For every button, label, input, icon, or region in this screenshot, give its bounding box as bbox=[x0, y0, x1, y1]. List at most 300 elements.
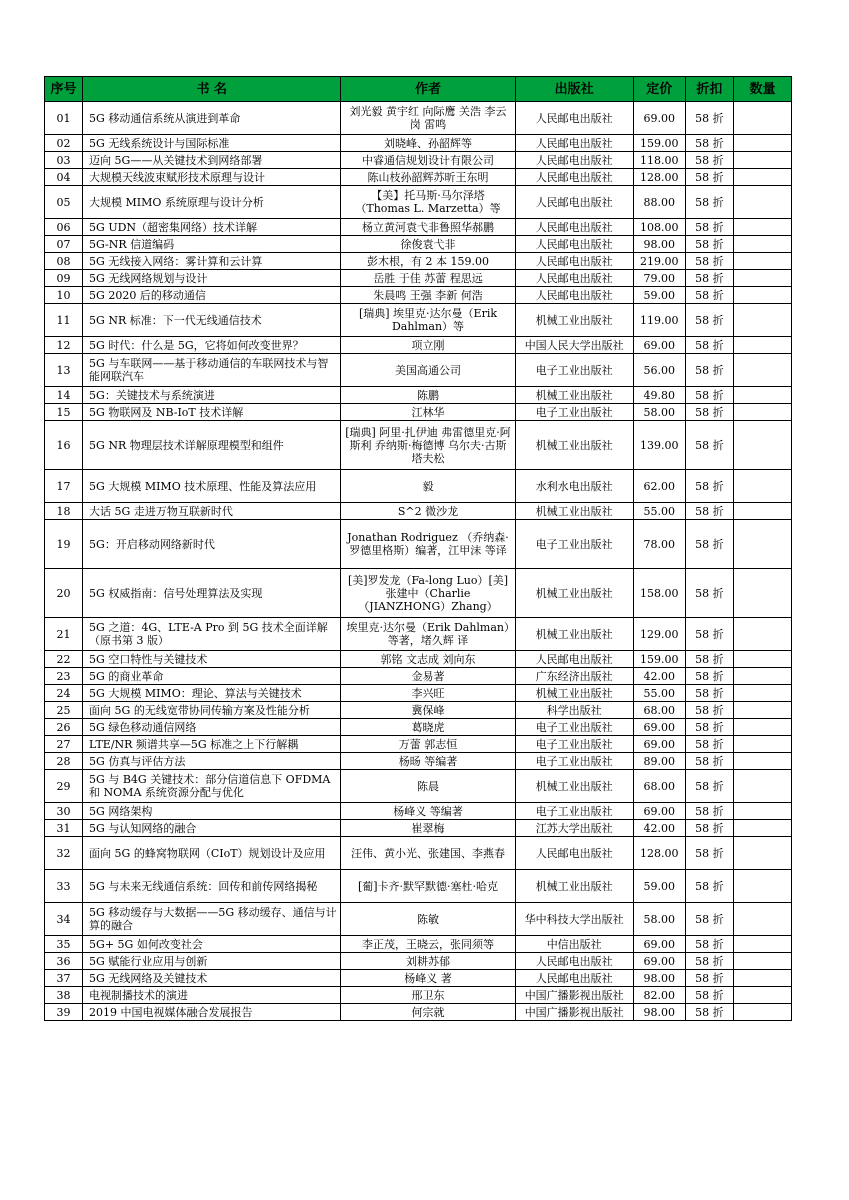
cell-title: 5G 时代：什么是 5G，它将如何改变世界？ bbox=[83, 337, 341, 354]
cell-discount: 58 折 bbox=[685, 287, 733, 304]
cell-discount: 58 折 bbox=[685, 987, 733, 1004]
cell-publisher: 中国广播影视出版社 bbox=[515, 1004, 633, 1021]
cell-author: [葡]卡齐·默罕默德·塞杜·哈克 bbox=[341, 870, 515, 903]
cell-price: 69.00 bbox=[633, 953, 685, 970]
cell-author: 杨立黄河袁弋非鲁照华郝鹏 bbox=[341, 219, 515, 236]
cell-publisher: 电子工业出版社 bbox=[515, 354, 633, 387]
cell-author: 陈鹏 bbox=[341, 387, 515, 404]
cell-quantity[interactable] bbox=[733, 953, 791, 970]
cell-author: 杨旸 等编著 bbox=[341, 753, 515, 770]
cell-price: 98.00 bbox=[633, 1004, 685, 1021]
cell-title: 5G 绿色移动通信网络 bbox=[83, 719, 341, 736]
cell-discount: 58 折 bbox=[685, 337, 733, 354]
cell-title: 5G 权威指南：信号处理算法及实现 bbox=[83, 569, 341, 618]
cell-no: 12 bbox=[45, 337, 83, 354]
cell-discount: 58 折 bbox=[685, 736, 733, 753]
table-row bbox=[45, 903, 792, 936]
header-no: 序号 bbox=[45, 77, 83, 102]
cell-quantity[interactable] bbox=[733, 970, 791, 987]
cell-price: 68.00 bbox=[633, 770, 685, 803]
header-price: 定价 bbox=[633, 77, 685, 102]
cell-author: 中睿通信规划设计有限公司 bbox=[341, 152, 515, 169]
cell-author: 江林华 bbox=[341, 404, 515, 421]
cell-quantity[interactable] bbox=[733, 102, 791, 135]
cell-price: 58.00 bbox=[633, 404, 685, 421]
cell-publisher: 人民邮电出版社 bbox=[515, 135, 633, 152]
table-row bbox=[45, 152, 792, 169]
cell-discount: 58 折 bbox=[685, 719, 733, 736]
cell-price: 78.00 bbox=[633, 520, 685, 569]
cell-discount: 58 折 bbox=[685, 152, 733, 169]
cell-discount: 58 折 bbox=[685, 253, 733, 270]
table-row bbox=[45, 270, 792, 287]
table-row bbox=[45, 618, 792, 651]
cell-quantity[interactable] bbox=[733, 668, 791, 685]
cell-price: 89.00 bbox=[633, 753, 685, 770]
cell-quantity[interactable] bbox=[733, 736, 791, 753]
cell-title: 5G UDN（超密集网络）技术详解 bbox=[83, 219, 341, 236]
cell-no: 21 bbox=[45, 618, 83, 651]
cell-discount: 58 折 bbox=[685, 169, 733, 186]
book-list-sheet bbox=[44, 76, 792, 1021]
cell-discount: 58 折 bbox=[685, 1004, 733, 1021]
cell-no: 08 bbox=[45, 253, 83, 270]
cell-title: 5G-NR 信道编码 bbox=[83, 236, 341, 253]
cell-quantity[interactable] bbox=[733, 152, 791, 169]
cell-no: 26 bbox=[45, 719, 83, 736]
table-row bbox=[45, 870, 792, 903]
cell-title: 2019 中国电视媒体融合发展报告 bbox=[83, 1004, 341, 1021]
cell-quantity[interactable] bbox=[733, 903, 791, 936]
cell-discount: 58 折 bbox=[685, 569, 733, 618]
cell-quantity[interactable] bbox=[733, 1004, 791, 1021]
cell-price: 128.00 bbox=[633, 837, 685, 870]
cell-author: 冀保峰 bbox=[341, 702, 515, 719]
cell-author: 彭木根，有 2 本 159.00 bbox=[341, 253, 515, 270]
cell-price: 159.00 bbox=[633, 651, 685, 668]
cell-title: 5G 无线接入网络：雾计算和云计算 bbox=[83, 253, 341, 270]
cell-discount: 58 折 bbox=[685, 753, 733, 770]
table-row bbox=[45, 186, 792, 219]
cell-quantity[interactable] bbox=[733, 135, 791, 152]
table-row bbox=[45, 421, 792, 470]
cell-discount: 58 折 bbox=[685, 685, 733, 702]
cell-author: 刘光毅 黄宇红 向际鹰 关浩 李云岗 雷鸣 bbox=[341, 102, 515, 135]
cell-quantity[interactable] bbox=[733, 470, 791, 503]
cell-publisher: 机械工业出版社 bbox=[515, 770, 633, 803]
cell-title: 电视制播技术的演进 bbox=[83, 987, 341, 1004]
cell-title: 5G 赋能行业应用与创新 bbox=[83, 953, 341, 970]
cell-publisher: 电子工业出版社 bbox=[515, 520, 633, 569]
cell-discount: 58 折 bbox=[685, 820, 733, 837]
cell-price: 98.00 bbox=[633, 970, 685, 987]
cell-publisher: 人民邮电出版社 bbox=[515, 270, 633, 287]
cell-price: 79.00 bbox=[633, 270, 685, 287]
cell-author: 邢卫东 bbox=[341, 987, 515, 1004]
cell-price: 129.00 bbox=[633, 618, 685, 651]
cell-publisher: 华中科技大学出版社 bbox=[515, 903, 633, 936]
cell-no: 22 bbox=[45, 651, 83, 668]
cell-publisher: 机械工业出版社 bbox=[515, 503, 633, 520]
cell-quantity[interactable] bbox=[733, 820, 791, 837]
cell-no: 03 bbox=[45, 152, 83, 169]
cell-no: 38 bbox=[45, 987, 83, 1004]
cell-discount: 58 折 bbox=[685, 354, 733, 387]
table-row bbox=[45, 503, 792, 520]
cell-no: 39 bbox=[45, 1004, 83, 1021]
cell-publisher: 人民邮电出版社 bbox=[515, 152, 633, 169]
cell-no: 13 bbox=[45, 354, 83, 387]
cell-discount: 58 折 bbox=[685, 668, 733, 685]
table-row bbox=[45, 651, 792, 668]
cell-quantity[interactable] bbox=[733, 186, 791, 219]
cell-publisher: 人民邮电出版社 bbox=[515, 837, 633, 870]
cell-publisher: 广东经济出版社 bbox=[515, 668, 633, 685]
cell-discount: 58 折 bbox=[685, 186, 733, 219]
cell-publisher: 人民邮电出版社 bbox=[515, 102, 633, 135]
cell-publisher: 人民邮电出版社 bbox=[515, 953, 633, 970]
cell-title: 5G 无线网络及关键技术 bbox=[83, 970, 341, 987]
table-row bbox=[45, 1004, 792, 1021]
cell-discount: 58 折 bbox=[685, 936, 733, 953]
cell-quantity[interactable] bbox=[733, 404, 791, 421]
cell-title: 5G 无线网络规划与设计 bbox=[83, 270, 341, 287]
cell-no: 17 bbox=[45, 470, 83, 503]
cell-discount: 58 折 bbox=[685, 770, 733, 803]
cell-discount: 58 折 bbox=[685, 970, 733, 987]
table-row bbox=[45, 135, 792, 152]
cell-discount: 58 折 bbox=[685, 236, 733, 253]
cell-price: 69.00 bbox=[633, 936, 685, 953]
cell-no: 34 bbox=[45, 903, 83, 936]
cell-no: 01 bbox=[45, 102, 83, 135]
cell-publisher: 机械工业出版社 bbox=[515, 685, 633, 702]
cell-publisher: 机械工业出版社 bbox=[515, 387, 633, 404]
cell-title: 大规模天线波束赋形技术原理与设计 bbox=[83, 169, 341, 186]
cell-title: 5G 网络架构 bbox=[83, 803, 341, 820]
cell-author: 李兴旺 bbox=[341, 685, 515, 702]
cell-no: 37 bbox=[45, 970, 83, 987]
cell-author: S^2 微沙龙 bbox=[341, 503, 515, 520]
header-discount: 折扣 bbox=[685, 77, 733, 102]
cell-quantity[interactable] bbox=[733, 337, 791, 354]
cell-no: 24 bbox=[45, 685, 83, 702]
cell-publisher: 电子工业出版社 bbox=[515, 736, 633, 753]
header-author: 作者 bbox=[341, 77, 515, 102]
cell-no: 33 bbox=[45, 870, 83, 903]
cell-no: 04 bbox=[45, 169, 83, 186]
cell-no: 28 bbox=[45, 753, 83, 770]
cell-price: 159.00 bbox=[633, 135, 685, 152]
table-row bbox=[45, 820, 792, 837]
cell-discount: 58 折 bbox=[685, 102, 733, 135]
cell-author: 陈晨 bbox=[341, 770, 515, 803]
table-row bbox=[45, 987, 792, 1004]
cell-no: 16 bbox=[45, 421, 83, 470]
cell-publisher: 中国广播影视出版社 bbox=[515, 987, 633, 1004]
cell-price: 62.00 bbox=[633, 470, 685, 503]
cell-quantity[interactable] bbox=[733, 304, 791, 337]
cell-author: 郭铭 文志成 刘向东 bbox=[341, 651, 515, 668]
cell-title: 5G 与未来无线通信系统：回传和前传网络揭秘 bbox=[83, 870, 341, 903]
table-row bbox=[45, 287, 792, 304]
cell-title: 5G 与车联网——基于移动通信的车联网技术与智能网联汽车 bbox=[83, 354, 341, 387]
cell-no: 09 bbox=[45, 270, 83, 287]
cell-quantity[interactable] bbox=[733, 387, 791, 404]
cell-discount: 58 折 bbox=[685, 270, 733, 287]
cell-price: 108.00 bbox=[633, 219, 685, 236]
cell-price: 56.00 bbox=[633, 354, 685, 387]
cell-author: 杨峰义 著 bbox=[341, 970, 515, 987]
cell-no: 32 bbox=[45, 837, 83, 870]
cell-no: 15 bbox=[45, 404, 83, 421]
cell-publisher: 江苏大学出版社 bbox=[515, 820, 633, 837]
table-row bbox=[45, 304, 792, 337]
cell-quantity[interactable] bbox=[733, 287, 791, 304]
cell-quantity[interactable] bbox=[733, 618, 791, 651]
cell-no: 11 bbox=[45, 304, 83, 337]
cell-no: 25 bbox=[45, 702, 83, 719]
cell-author: 陈山枝孙韶辉苏昕王东明 bbox=[341, 169, 515, 186]
cell-discount: 58 折 bbox=[685, 135, 733, 152]
cell-quantity[interactable] bbox=[733, 270, 791, 287]
cell-title: 5G NR 物理层技术详解原理模型和组件 bbox=[83, 421, 341, 470]
cell-quantity[interactable] bbox=[733, 837, 791, 870]
cell-title: 5G 与认知网络的融合 bbox=[83, 820, 341, 837]
cell-price: 49.80 bbox=[633, 387, 685, 404]
cell-discount: 58 折 bbox=[685, 470, 733, 503]
cell-author: 岳胜 于佳 苏蕾 程思远 bbox=[341, 270, 515, 287]
cell-publisher: 机械工业出版社 bbox=[515, 421, 633, 470]
cell-quantity[interactable] bbox=[733, 936, 791, 953]
table-row bbox=[45, 803, 792, 820]
table-row bbox=[45, 337, 792, 354]
cell-price: 69.00 bbox=[633, 102, 685, 135]
cell-title: 5G 无线系统设计与国际标准 bbox=[83, 135, 341, 152]
cell-discount: 58 折 bbox=[685, 702, 733, 719]
cell-price: 42.00 bbox=[633, 820, 685, 837]
cell-publisher: 人民邮电出版社 bbox=[515, 186, 633, 219]
cell-title: 5G 物联网及 NB-IoT 技术详解 bbox=[83, 404, 341, 421]
cell-publisher: 人民邮电出版社 bbox=[515, 970, 633, 987]
cell-author: 陈敏 bbox=[341, 903, 515, 936]
cell-publisher: 机械工业出版社 bbox=[515, 569, 633, 618]
cell-quantity[interactable] bbox=[733, 702, 791, 719]
table-row bbox=[45, 936, 792, 953]
table-row bbox=[45, 520, 792, 569]
table-row bbox=[45, 102, 792, 135]
cell-author: 刘耕苏郁 bbox=[341, 953, 515, 970]
cell-quantity[interactable] bbox=[733, 219, 791, 236]
cell-title: 5G 的商业革命 bbox=[83, 668, 341, 685]
table-row bbox=[45, 719, 792, 736]
cell-title: 5G 之道：4G、LTE-A Pro 到 5G 技术全面详解（原书第 3 版） bbox=[83, 618, 341, 651]
cell-price: 88.00 bbox=[633, 186, 685, 219]
cell-discount: 58 折 bbox=[685, 304, 733, 337]
cell-quantity[interactable] bbox=[733, 169, 791, 186]
cell-title: 5G 与 B4G 关键技术：部分信道信息下 OFDMA 和 NOMA 系统资源分配与优化 bbox=[83, 770, 341, 803]
cell-discount: 58 折 bbox=[685, 953, 733, 970]
cell-discount: 58 折 bbox=[685, 618, 733, 651]
cell-author: 何宗就 bbox=[341, 1004, 515, 1021]
cell-author: Jonathan Rodriguez （乔纳森·罗德里格斯）编著，江甲沫 等译 bbox=[341, 520, 515, 569]
cell-publisher: 科学出版社 bbox=[515, 702, 633, 719]
cell-discount: 58 折 bbox=[685, 651, 733, 668]
table-row bbox=[45, 685, 792, 702]
table-row bbox=[45, 569, 792, 618]
cell-title: LTE/NR 频谱共享—5G 标准之上下行解耦 bbox=[83, 736, 341, 753]
cell-author: 毅 bbox=[341, 470, 515, 503]
cell-discount: 58 折 bbox=[685, 387, 733, 404]
cell-price: 58.00 bbox=[633, 903, 685, 936]
cell-no: 02 bbox=[45, 135, 83, 152]
cell-author: [瑞典] 埃里克·达尔曼（Erik Dahlman）等 bbox=[341, 304, 515, 337]
cell-discount: 58 折 bbox=[685, 503, 733, 520]
cell-price: 118.00 bbox=[633, 152, 685, 169]
cell-author: 项立刚 bbox=[341, 337, 515, 354]
cell-title: 5G+ 5G 如何改变社会 bbox=[83, 936, 341, 953]
cell-title: 5G 仿真与评估方法 bbox=[83, 753, 341, 770]
cell-price: 98.00 bbox=[633, 236, 685, 253]
table-row bbox=[45, 219, 792, 236]
cell-author: [美]罗发龙（Fa-long Luo）[美]张建中（Charlie（JIANZHONG）Zhang） bbox=[341, 569, 515, 618]
cell-author: 徐俊袁弋非 bbox=[341, 236, 515, 253]
cell-no: 07 bbox=[45, 236, 83, 253]
cell-title: 面向 5G 的蜂窝物联网（CIoT）规划设计及应用 bbox=[83, 837, 341, 870]
cell-publisher: 电子工业出版社 bbox=[515, 404, 633, 421]
cell-no: 30 bbox=[45, 803, 83, 820]
cell-quantity[interactable] bbox=[733, 236, 791, 253]
cell-publisher: 水利水电出版社 bbox=[515, 470, 633, 503]
cell-quantity[interactable] bbox=[733, 685, 791, 702]
cell-no: 19 bbox=[45, 520, 83, 569]
table-row bbox=[45, 770, 792, 803]
cell-quantity[interactable] bbox=[733, 803, 791, 820]
cell-quantity[interactable] bbox=[733, 770, 791, 803]
cell-publisher: 电子工业出版社 bbox=[515, 803, 633, 820]
cell-price: 82.00 bbox=[633, 987, 685, 1004]
table-row bbox=[45, 404, 792, 421]
cell-publisher: 人民邮电出版社 bbox=[515, 253, 633, 270]
cell-title: 5G 2020 后的移动通信 bbox=[83, 287, 341, 304]
table-row bbox=[45, 837, 792, 870]
table-row bbox=[45, 236, 792, 253]
cell-price: 158.00 bbox=[633, 569, 685, 618]
cell-publisher: 人民邮电出版社 bbox=[515, 651, 633, 668]
header-publisher: 出版社 bbox=[515, 77, 633, 102]
cell-discount: 58 折 bbox=[685, 404, 733, 421]
cell-no: 27 bbox=[45, 736, 83, 753]
cell-title: 大规模 MIMO 系统原理与设计分析 bbox=[83, 186, 341, 219]
cell-publisher: 人民邮电出版社 bbox=[515, 236, 633, 253]
cell-quantity[interactable] bbox=[733, 354, 791, 387]
cell-price: 139.00 bbox=[633, 421, 685, 470]
table-body bbox=[45, 102, 792, 1021]
cell-title: 迈向 5G——从关键技术到网络部署 bbox=[83, 152, 341, 169]
cell-publisher: 人民邮电出版社 bbox=[515, 287, 633, 304]
cell-quantity[interactable] bbox=[733, 753, 791, 770]
cell-no: 06 bbox=[45, 219, 83, 236]
cell-quantity[interactable] bbox=[733, 253, 791, 270]
cell-quantity[interactable] bbox=[733, 719, 791, 736]
cell-author: 埃里克·达尔曼（Erik Dahlman）等著，堵久辉 译 bbox=[341, 618, 515, 651]
cell-author: 金易著 bbox=[341, 668, 515, 685]
cell-no: 29 bbox=[45, 770, 83, 803]
cell-title: 5G 移动通信系统从演进到革命 bbox=[83, 102, 341, 135]
cell-discount: 58 折 bbox=[685, 870, 733, 903]
cell-no: 18 bbox=[45, 503, 83, 520]
cell-author: 刘晓峰、孙韶辉等 bbox=[341, 135, 515, 152]
cell-title: 5G 大规模 MIMO 技术原理、性能及算法应用 bbox=[83, 470, 341, 503]
cell-quantity[interactable] bbox=[733, 520, 791, 569]
cell-publisher: 电子工业出版社 bbox=[515, 719, 633, 736]
cell-quantity[interactable] bbox=[733, 987, 791, 1004]
cell-price: 59.00 bbox=[633, 870, 685, 903]
cell-price: 55.00 bbox=[633, 685, 685, 702]
cell-no: 10 bbox=[45, 287, 83, 304]
cell-publisher: 机械工业出版社 bbox=[515, 870, 633, 903]
cell-publisher: 人民邮电出版社 bbox=[515, 169, 633, 186]
cell-price: 59.00 bbox=[633, 287, 685, 304]
table-row bbox=[45, 470, 792, 503]
cell-title: 面向 5G 的无线宽带协同传输方案及性能分析 bbox=[83, 702, 341, 719]
table-row bbox=[45, 970, 792, 987]
cell-price: 119.00 bbox=[633, 304, 685, 337]
cell-no: 14 bbox=[45, 387, 83, 404]
table-row bbox=[45, 953, 792, 970]
cell-quantity[interactable] bbox=[733, 870, 791, 903]
cell-publisher: 中信出版社 bbox=[515, 936, 633, 953]
cell-title: 5G：开启移动网络新时代 bbox=[83, 520, 341, 569]
cell-price: 55.00 bbox=[633, 503, 685, 520]
table-row bbox=[45, 169, 792, 186]
table-row bbox=[45, 702, 792, 719]
cell-publisher: 人民邮电出版社 bbox=[515, 219, 633, 236]
cell-quantity[interactable] bbox=[733, 569, 791, 618]
cell-publisher: 电子工业出版社 bbox=[515, 753, 633, 770]
cell-author: 李正茂，王晓云，张同须等 bbox=[341, 936, 515, 953]
cell-publisher: 中国人民大学出版社 bbox=[515, 337, 633, 354]
cell-author: 万蕾 郭志恒 bbox=[341, 736, 515, 753]
cell-no: 23 bbox=[45, 668, 83, 685]
cell-price: 69.00 bbox=[633, 803, 685, 820]
cell-no: 35 bbox=[45, 936, 83, 953]
cell-author: 杨峰义 等编著 bbox=[341, 803, 515, 820]
cell-no: 05 bbox=[45, 186, 83, 219]
cell-quantity[interactable] bbox=[733, 651, 791, 668]
cell-price: 69.00 bbox=[633, 337, 685, 354]
cell-title: 5G NR 标准：下一代无线通信技术 bbox=[83, 304, 341, 337]
cell-quantity[interactable] bbox=[733, 421, 791, 470]
cell-no: 20 bbox=[45, 569, 83, 618]
cell-author: 汪伟、黄小光、张建国、李燕春 bbox=[341, 837, 515, 870]
cell-discount: 58 折 bbox=[685, 803, 733, 820]
cell-author: 朱晨鸣 王强 李新 何浩 bbox=[341, 287, 515, 304]
cell-author: 美国高通公司 bbox=[341, 354, 515, 387]
cell-title: 5G 大规模 MIMO：理论、算法与关键技术 bbox=[83, 685, 341, 702]
header-title: 书 名 bbox=[83, 77, 341, 102]
header-quantity: 数量 bbox=[733, 77, 791, 102]
cell-discount: 58 折 bbox=[685, 421, 733, 470]
cell-author: [瑞典] 阿里·扎伊迪 弗雷德里克·阿斯利 乔纳斯·梅德博 乌尔夫·古斯塔夫松 bbox=[341, 421, 515, 470]
cell-author: 【美】托马斯·马尔泽塔（Thomas L. Marzetta）等 bbox=[341, 186, 515, 219]
cell-no: 31 bbox=[45, 820, 83, 837]
table-row bbox=[45, 253, 792, 270]
cell-quantity[interactable] bbox=[733, 503, 791, 520]
cell-publisher: 机械工业出版社 bbox=[515, 304, 633, 337]
table-row bbox=[45, 668, 792, 685]
cell-discount: 58 折 bbox=[685, 219, 733, 236]
